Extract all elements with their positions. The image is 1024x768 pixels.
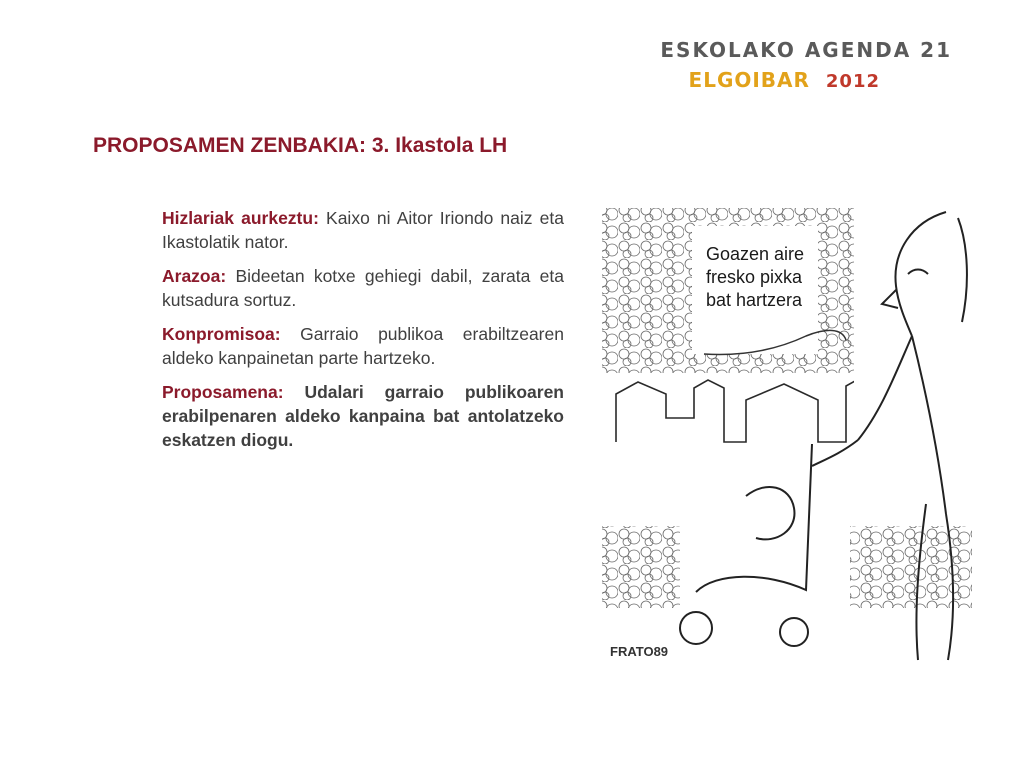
logo-year: 2012 bbox=[825, 71, 880, 92]
section-label: Proposamena: bbox=[162, 382, 284, 402]
section-text: Garraio publikoa erabiltzearen aldeko kanpainetan parte hartzeko. bbox=[162, 324, 564, 368]
agenda-logo bbox=[660, 38, 952, 92]
section-label: Hizlariak aurkeztu: bbox=[162, 208, 319, 228]
section-label: Arazoa: bbox=[162, 266, 227, 286]
section-label: Konpromisoa: bbox=[162, 324, 281, 344]
proposal-content bbox=[162, 206, 564, 462]
section-text: Udalari garraio publikoaren erabilpenaren aldeko kanpaina bat antolatzeko eskatzen diogu. bbox=[162, 382, 564, 450]
cartoon-illustration bbox=[596, 204, 978, 682]
logo-town: ELGOIBAR bbox=[688, 68, 810, 92]
section-commitment bbox=[162, 322, 564, 370]
section-proposal bbox=[162, 380, 564, 452]
bubble-line: fresko pixka bbox=[706, 267, 803, 287]
bubble-line: bat hartzera bbox=[706, 290, 803, 310]
logo-title: ESKOLAKO AGENDA 21 bbox=[660, 38, 952, 62]
logo-subtitle bbox=[660, 68, 952, 92]
cartoon-signature: FRATO89 bbox=[610, 644, 669, 659]
baby-stroller bbox=[680, 444, 850, 650]
section-problem bbox=[162, 264, 564, 312]
section-text: Kaixo ni Aitor Iriondo naiz eta Ikastolatik nator. bbox=[162, 208, 564, 252]
section-text: Bideetan kotxe gehiegi dabil, zarata eta kutsadura sortuz. bbox=[162, 266, 564, 310]
section-speaker bbox=[162, 206, 564, 254]
bubble-line: Goazen aire bbox=[706, 244, 805, 264]
page-title: PROPOSAMEN ZENBAKIA: 3. Ikastola LH bbox=[93, 134, 508, 157]
